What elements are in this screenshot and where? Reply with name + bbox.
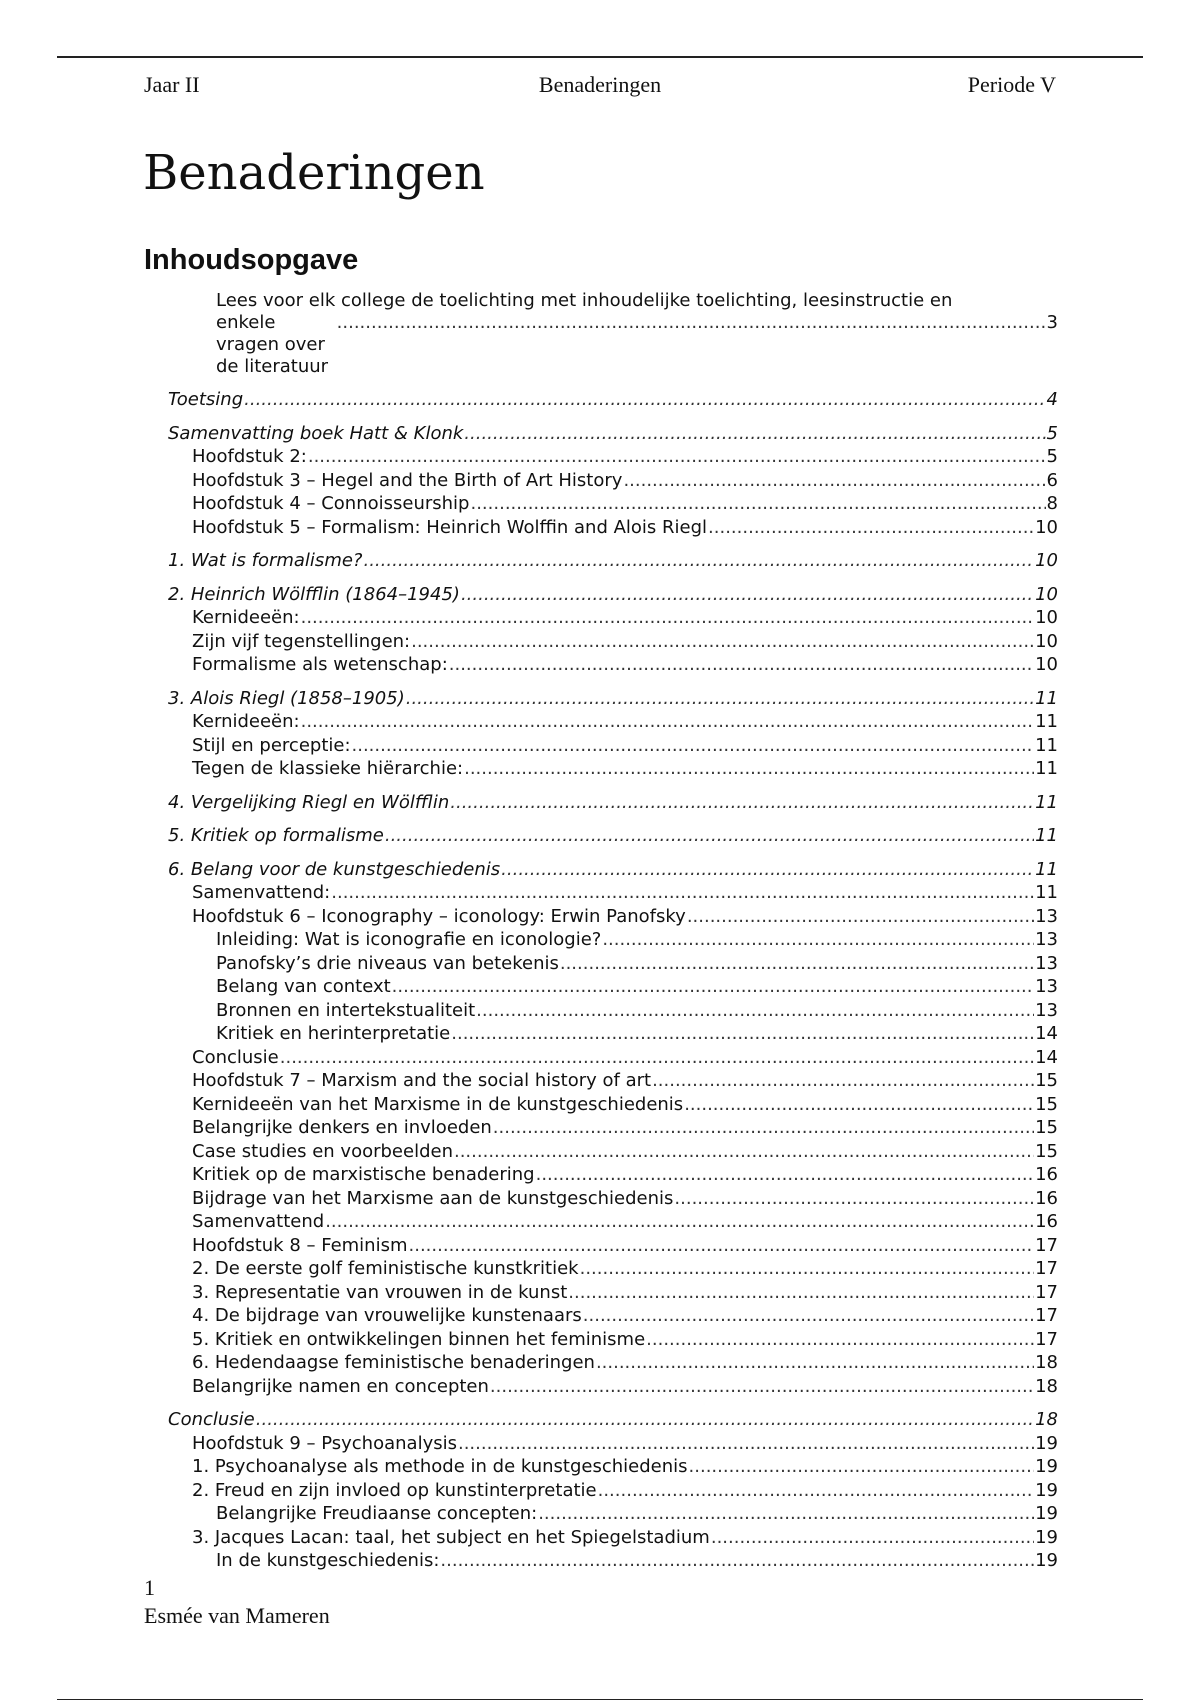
toc-entry[interactable] bbox=[144, 952, 1058, 976]
toc-entry-text: In de kunstgeschiedenis: bbox=[216, 1550, 440, 1571]
toc-page-number: 8 bbox=[1046, 493, 1058, 514]
toc-entry[interactable] bbox=[144, 1432, 1058, 1456]
toc-entry-text: Hoofdstuk 4 – Connoisseurship bbox=[192, 493, 470, 514]
toc-leader bbox=[652, 1069, 1034, 1093]
toc-leader bbox=[538, 1502, 1034, 1526]
toc-entry-text: Belangrijke Freudiaanse concepten: bbox=[216, 1503, 538, 1524]
toc-entry-text: Conclusie bbox=[168, 1409, 255, 1430]
toc-entry[interactable] bbox=[144, 653, 1058, 677]
toc-page-number: 10 bbox=[1035, 630, 1058, 652]
toc-entry-text: 3. Jacques Lacan: taal, het subject en het Spiegelstadium bbox=[192, 1526, 710, 1548]
toc-entry[interactable] bbox=[144, 1140, 1058, 1164]
toc-leader bbox=[708, 516, 1034, 540]
toc-entry[interactable] bbox=[144, 1234, 1058, 1258]
toc-intro-line1: Lees voor elk college de toelichting met inhoudelijke toelichting, leesinstructie en bbox=[216, 290, 953, 311]
toc-entry-text: Kernideeën: bbox=[192, 711, 300, 732]
document-title: Benaderingen bbox=[143, 145, 485, 201]
toc-entry[interactable] bbox=[144, 824, 1058, 848]
toc-page-number: 19 bbox=[1035, 1432, 1058, 1454]
toc-page-number: 11 bbox=[1035, 687, 1058, 709]
toc-entry[interactable] bbox=[144, 1304, 1058, 1328]
toc-entry-text: Zijn vijf tegenstellingen: bbox=[192, 630, 411, 652]
toc-entry[interactable] bbox=[144, 1022, 1058, 1046]
toc-page-number: 16 bbox=[1035, 1187, 1058, 1209]
toc-leader bbox=[684, 1093, 1034, 1117]
toc-entry-text: Belang van context bbox=[216, 976, 391, 997]
toc-entry-text: Hoofdstuk 2: bbox=[192, 446, 307, 467]
toc-entry-text: Kritiek en herinterpretatie bbox=[216, 1023, 451, 1044]
toc-page-number: 17 bbox=[1035, 1305, 1058, 1326]
toc-page-number: 17 bbox=[1035, 1328, 1058, 1350]
toc-entry-text: Stijl en perceptie: bbox=[192, 734, 351, 756]
toc-leader bbox=[325, 1210, 1034, 1234]
toc-entry-text: Belangrijke namen en concepten bbox=[192, 1375, 489, 1397]
top-rule bbox=[57, 56, 1143, 58]
toc-entry-text: Hoofdstuk 7 – Marxism and the social history of art bbox=[192, 1070, 652, 1091]
toc-page-number: 19 bbox=[1035, 1526, 1058, 1548]
toc-page-number: 19 bbox=[1035, 1479, 1058, 1501]
toc-entry[interactable] bbox=[144, 583, 1058, 607]
toc-entry[interactable] bbox=[144, 1328, 1058, 1352]
toc-entry-text: Hoofdstuk 6 – Iconography – iconology: Erwin Panofsky bbox=[192, 905, 686, 927]
toc-entry[interactable] bbox=[144, 516, 1058, 540]
toc-leader bbox=[244, 388, 1045, 412]
toc-entry[interactable] bbox=[144, 445, 1058, 469]
toc-entry-text: 6. Hedendaagse feministische benaderingen bbox=[192, 1352, 595, 1373]
toc-entry-text: Conclusie bbox=[192, 1046, 279, 1068]
toc-entry-text: Belangrijke denkers en invloeden bbox=[192, 1117, 492, 1138]
toc-page-number: 3 bbox=[1046, 312, 1058, 333]
toc-page-number: 16 bbox=[1035, 1164, 1058, 1185]
running-header bbox=[144, 72, 1056, 102]
toc-page-number: 14 bbox=[1035, 1023, 1058, 1044]
toc-page-number: 17 bbox=[1035, 1281, 1058, 1303]
toc-leader bbox=[337, 312, 1047, 334]
toc-page-number: 19 bbox=[1035, 1550, 1058, 1571]
toc-leader bbox=[256, 1408, 1034, 1432]
toc-entry-text: 3. Representatie van vrouwen in de kunst bbox=[192, 1281, 568, 1303]
toc-leader bbox=[623, 469, 1045, 493]
toc-entry-text: 6. Belang voor de kunstgeschiedenis bbox=[168, 858, 501, 880]
toc-leader bbox=[470, 492, 1045, 516]
toc-entry[interactable] bbox=[144, 469, 1058, 493]
toc-page-number: 10 bbox=[1035, 607, 1058, 628]
toc-entry[interactable] bbox=[144, 975, 1058, 999]
toc-entry[interactable] bbox=[144, 1046, 1058, 1070]
toc-entry-text: Bronnen en intertekstualiteit bbox=[216, 999, 476, 1021]
toc-leader bbox=[580, 1257, 1034, 1281]
toc-entry-text: Bijdrage van het Marxisme aan de kunstgeschiedenis bbox=[192, 1187, 674, 1209]
header-center: Benaderingen bbox=[538, 72, 662, 97]
toc-leader bbox=[476, 999, 1034, 1023]
toc-leader bbox=[596, 1351, 1034, 1375]
toc-leader bbox=[440, 1549, 1034, 1573]
toc-leader bbox=[689, 1455, 1035, 1479]
toc-leader bbox=[598, 1479, 1034, 1503]
toc-entry[interactable] bbox=[144, 1069, 1058, 1093]
header-right: Periode V bbox=[967, 72, 1056, 97]
toc-entry[interactable] bbox=[144, 1210, 1058, 1234]
toc-leader bbox=[493, 1116, 1034, 1140]
toc-leader bbox=[352, 734, 1035, 758]
toc-leader bbox=[674, 1187, 1034, 1211]
toc-leader bbox=[449, 653, 1034, 677]
toc-page-number: 13 bbox=[1035, 952, 1058, 974]
toc-leader bbox=[450, 791, 1034, 815]
toc-entry-text: 3. Alois Riegl (1858–1905) bbox=[168, 687, 405, 709]
toc-entry-text: Inleiding: Wat is iconografie en iconologie? bbox=[216, 929, 602, 950]
toc-leader bbox=[646, 1328, 1034, 1352]
toc-entry-text: Hoofdstuk 8 – Feminism bbox=[192, 1234, 408, 1256]
toc-entry[interactable] bbox=[144, 881, 1058, 905]
toc-entry[interactable] bbox=[144, 422, 1058, 446]
toc-entry-text: Kernideeën van het Marxisme in de kunstgeschiedenis bbox=[192, 1093, 684, 1115]
toc-entry-text: Hoofdstuk 9 – Psychoanalysis bbox=[192, 1432, 457, 1454]
toc-entry[interactable] bbox=[144, 1281, 1058, 1305]
toc-entry-text: Formalisme als wetenschap: bbox=[192, 654, 448, 675]
toc-entry[interactable] bbox=[144, 928, 1058, 952]
toc-leader bbox=[464, 422, 1045, 446]
toc-leader bbox=[406, 687, 1034, 711]
toc-heading: Inhoudsopgave bbox=[144, 244, 359, 276]
toc-page-number: 18 bbox=[1035, 1375, 1058, 1397]
toc-leader bbox=[363, 549, 1034, 573]
toc-leader bbox=[409, 1234, 1035, 1258]
toc-entry[interactable] bbox=[144, 1351, 1058, 1375]
toc-page-number: 4 bbox=[1046, 389, 1058, 410]
toc-leader bbox=[711, 1526, 1034, 1550]
toc-leader bbox=[461, 583, 1034, 607]
toc-entry[interactable] bbox=[144, 710, 1058, 734]
toc-page-number: 16 bbox=[1035, 1211, 1058, 1232]
toc-page-number: 14 bbox=[1035, 1046, 1058, 1068]
toc-entry[interactable] bbox=[144, 1257, 1058, 1281]
toc-leader bbox=[301, 710, 1034, 734]
toc-page-number: 6 bbox=[1046, 469, 1058, 491]
toc-entry-text: Samenvatting boek Hatt & Klonk bbox=[168, 422, 464, 444]
toc-entry-text: Kernideeën: bbox=[192, 607, 300, 628]
toc-entry-text: 1. Psychoanalyse als methode in de kunstgeschiedenis bbox=[192, 1456, 688, 1477]
toc-entry-intro[interactable] bbox=[144, 290, 1058, 378]
toc-entry[interactable] bbox=[144, 791, 1058, 815]
toc-leader bbox=[301, 606, 1034, 630]
toc-entry[interactable] bbox=[144, 388, 1058, 412]
toc-entry[interactable] bbox=[144, 549, 1058, 573]
toc-leader bbox=[568, 1281, 1034, 1305]
toc-leader bbox=[392, 975, 1034, 999]
toc-leader bbox=[536, 1163, 1035, 1187]
toc-page-number: 10 bbox=[1035, 550, 1058, 571]
toc-leader bbox=[308, 445, 1046, 469]
toc-page-number: 18 bbox=[1035, 1409, 1058, 1430]
toc-page-number: 5 bbox=[1046, 422, 1058, 444]
toc-entry-text: 2. De eerste golf feministische kunstkritiek bbox=[192, 1258, 579, 1279]
toc-page-number: 5 bbox=[1046, 446, 1058, 467]
toc-leader bbox=[385, 824, 1034, 848]
toc-leader bbox=[411, 630, 1034, 654]
toc-entry[interactable] bbox=[144, 1455, 1058, 1479]
toc-page-number: 11 bbox=[1035, 758, 1058, 779]
toc-entry-text: Samenvattend bbox=[192, 1211, 325, 1232]
toc-entry-text: Panofsky’s drie niveaus van betekenis bbox=[216, 952, 559, 974]
toc-page-number: 10 bbox=[1035, 654, 1058, 675]
toc-entry[interactable] bbox=[144, 687, 1058, 711]
footer-author: Esmée van Mameren bbox=[144, 1603, 330, 1628]
toc-entry[interactable] bbox=[144, 1502, 1058, 1526]
toc-entry-text: Toetsing bbox=[168, 389, 244, 410]
toc-entry[interactable] bbox=[144, 1526, 1058, 1550]
toc-page-number: 15 bbox=[1035, 1093, 1058, 1115]
toc-entry[interactable] bbox=[144, 1375, 1058, 1399]
toc-page-number: 15 bbox=[1035, 1117, 1058, 1138]
toc-page-number: 19 bbox=[1035, 1456, 1058, 1477]
page-footer bbox=[144, 1574, 330, 1630]
toc-entry-text: Tegen de klassieke hiërarchie: bbox=[192, 758, 464, 779]
toc-page-number: 10 bbox=[1035, 583, 1058, 605]
toc-entry[interactable] bbox=[144, 1187, 1058, 1211]
toc-leader bbox=[451, 1022, 1034, 1046]
toc-entry[interactable] bbox=[144, 1116, 1058, 1140]
toc-page-number: 13 bbox=[1035, 999, 1058, 1021]
toc-page-number: 13 bbox=[1035, 905, 1058, 927]
toc-leader bbox=[583, 1304, 1034, 1328]
toc-entry[interactable] bbox=[144, 606, 1058, 630]
toc-entry[interactable] bbox=[144, 1549, 1058, 1573]
toc-page-number: 17 bbox=[1035, 1258, 1058, 1279]
toc-entry[interactable] bbox=[144, 1163, 1058, 1187]
toc-leader bbox=[490, 1375, 1034, 1399]
toc-page-number: 11 bbox=[1035, 734, 1058, 756]
toc-intro-text: enkele vragen over de literatuur bbox=[216, 312, 329, 377]
toc-entry[interactable] bbox=[144, 1408, 1058, 1432]
toc-entry[interactable] bbox=[144, 999, 1058, 1023]
toc-leader bbox=[687, 905, 1034, 929]
toc-leader bbox=[454, 1140, 1034, 1164]
toc-entry[interactable] bbox=[144, 757, 1058, 781]
toc-page-number: 13 bbox=[1035, 929, 1058, 950]
toc-leader bbox=[331, 881, 1034, 905]
toc-entry[interactable] bbox=[144, 858, 1058, 882]
toc-entry-text: 2. Heinrich Wölfflin (1864–1945) bbox=[168, 583, 460, 605]
toc-page-number: 15 bbox=[1035, 1070, 1058, 1091]
toc-entry-text: Hoofdstuk 5 – Formalism: Heinrich Wolffin and Alois Riegl bbox=[192, 516, 708, 538]
toc-page-number: 11 bbox=[1035, 858, 1058, 880]
toc-page-number: 17 bbox=[1035, 1234, 1058, 1256]
toc-page-number: 15 bbox=[1035, 1140, 1058, 1162]
toc-page-number: 11 bbox=[1035, 825, 1058, 846]
toc-entry-text: Samenvattend: bbox=[192, 882, 331, 903]
toc-entry-text: 4. Vergelijking Riegl en Wölfflin bbox=[168, 791, 450, 813]
toc-entry[interactable] bbox=[144, 630, 1058, 654]
toc-page-number: 18 bbox=[1035, 1352, 1058, 1373]
table-of-contents bbox=[144, 290, 1058, 1573]
toc-entry-text: 5. Kritiek op formalisme bbox=[168, 825, 384, 846]
toc-leader bbox=[501, 858, 1034, 882]
toc-entry-text: 4. De bijdrage van vrouwelijke kunstenaars bbox=[192, 1305, 582, 1326]
toc-entry[interactable] bbox=[144, 734, 1058, 758]
toc-entry-text: 2. Freud en zijn invloed op kunstinterpretatie bbox=[192, 1479, 597, 1501]
toc-entry-text: 1. Wat is formalisme? bbox=[168, 550, 363, 571]
header-left: Jaar II bbox=[144, 72, 200, 97]
toc-page-number: 10 bbox=[1035, 516, 1058, 538]
footer-page-number: 1 bbox=[144, 1575, 155, 1600]
toc-entry-text: Kritiek op de marxistische benadering bbox=[192, 1164, 535, 1185]
toc-intro-line2 bbox=[216, 312, 1058, 378]
toc-leader bbox=[458, 1432, 1034, 1456]
toc-page-number: 11 bbox=[1035, 791, 1058, 813]
toc-page-number: 11 bbox=[1035, 882, 1058, 903]
toc-entry-text: 5. Kritiek en ontwikkelingen binnen het feminisme bbox=[192, 1328, 646, 1350]
toc-entry[interactable] bbox=[144, 1479, 1058, 1503]
toc-leader bbox=[602, 928, 1034, 952]
toc-entry-text: Case studies en voorbeelden bbox=[192, 1140, 453, 1162]
toc-page-number: 19 bbox=[1035, 1503, 1058, 1524]
toc-leader bbox=[280, 1046, 1034, 1070]
toc-page-number: 13 bbox=[1035, 976, 1058, 997]
toc-entry[interactable] bbox=[144, 1093, 1058, 1117]
toc-page-number: 11 bbox=[1035, 711, 1058, 732]
toc-entry-text: Hoofdstuk 3 – Hegel and the Birth of Art History bbox=[192, 469, 623, 491]
toc-entry[interactable] bbox=[144, 905, 1058, 929]
toc-entry[interactable] bbox=[144, 492, 1058, 516]
toc-leader bbox=[560, 952, 1034, 976]
toc-leader bbox=[464, 757, 1034, 781]
